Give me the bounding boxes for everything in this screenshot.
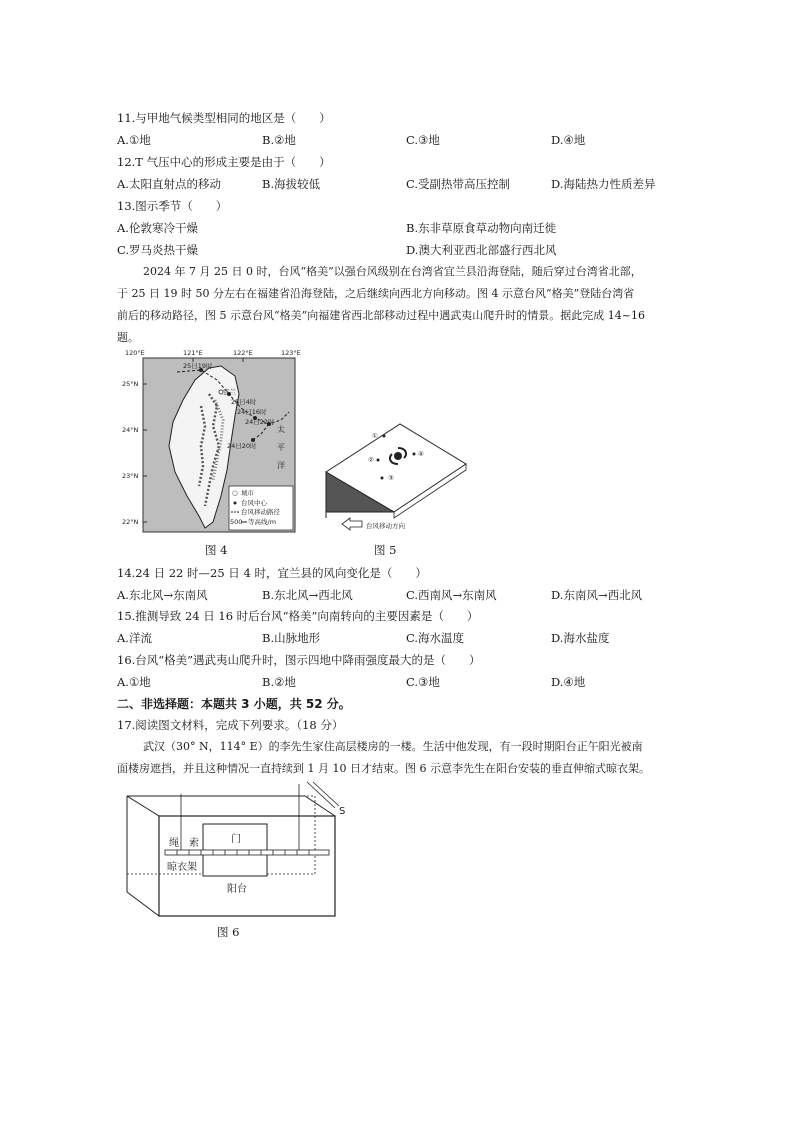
legend-contour-value: 500 [230,518,243,526]
site-label-1: ① [372,432,378,440]
door-label: 门 [231,834,241,845]
track-label-24-16: 24日16时 [237,408,267,416]
place-yilan: 宜兰 [223,388,236,396]
ocean-label-3: 洋 [277,461,285,470]
figure-4-caption: 图 4 [205,543,228,557]
q13-option-a: A.伦敦寒冷干燥 [117,221,198,235]
legend-city: 城市 [241,489,254,497]
q12-option-c: C.受副热带高压控制 [406,177,511,191]
figure-5-caption: 图 5 [374,543,397,557]
q11-option-b: B.②地 [262,133,296,147]
q13-option-c: C.罗马炎热干燥 [117,243,199,257]
material1-line-3: 前后的移动路径，图 5 示意台风“格美”向福建省西北部移动过程中遇武夷山爬升时的情景。据此完成 14~16 [117,309,645,322]
lon-label-121: 121°E [183,349,203,357]
q15-option-c: C.海水温度 [406,631,465,645]
lat-label-24: 24°N [122,426,139,434]
material1-line-2: 于 25 日 19 时 50 分左右在福建省沿海登陆，之后继续向西北方向移动。图 4 示意台风“格美”登陆台湾省 [117,287,635,300]
q16-option-d: D.④地 [551,675,586,689]
lon-label-122: 122°E [233,349,253,357]
q12-option-d: D.海陆热力性质差异 [551,177,656,191]
figure-6-caption: 图 6 [217,925,240,939]
q12-option-a: A.太阳直射点的移动 [117,177,221,191]
material2-line-2: 面楼房遮挡，并且这种情况一直持续到 1 月 10 日才结束。图 6 示意李先生在阳台安装的垂直伸缩式晾衣架。 [117,762,650,775]
site-label-2: ② [368,456,374,464]
q11-option-d: D.④地 [551,133,586,147]
q11-option-c: C.③地 [406,133,440,147]
q14-option-d: D.东南风→西北风 [551,588,643,602]
q15-option-b: B.山脉地形 [262,631,321,645]
q16-option-b: B.②地 [262,675,296,689]
q11-option-a: A.①地 [117,133,151,147]
lon-label-123: 123°E [281,349,301,357]
ocean-label-1: 太 [277,425,285,434]
figure-5-diagram [322,420,468,532]
q15-option-a: A.洋流 [117,631,152,645]
lon-label-120: 120°E [125,349,145,357]
rope-label: 绳 索 [169,838,199,849]
figure-4-map [117,346,303,536]
q12-option-b: B.海拔较低 [262,177,321,191]
q13-option-d: D.澳大利亚西北部盛行西北风 [406,243,557,257]
site-label-4: ④ [418,450,424,458]
q12-stem: 12.T 气压中心的形成主要是由于（ ） [117,155,331,169]
legend-typhoon-center: 台风中心 [241,499,267,507]
material1-line-1: 2024 年 7 月 25 日 0 时，台风“格美”以强台风级别在台湾省宜兰县沿海登陆，随后穿过台湾省北部， [143,265,642,278]
q11-stem: 11.与甲地气候类型相同的地区是（ ） [117,111,331,125]
q13-option-b: B.东非草原食草动物向南迁徙 [406,221,557,235]
lat-label-22: 22°N [122,518,139,526]
material2-line-1: 武汉（30° N，114° E）的李先生家住高层楼房的一楼。生活中他发现，有一段时期阳台正午阳光被南 [143,740,643,753]
movement-arrow-icon [342,518,362,530]
drying-rack [165,850,329,855]
arrow-label: 台风移动方向 [366,522,405,530]
track-label-25-4: 25日4时 [231,398,257,406]
q17-stem: 17.阅读图文材料，完成下列要求。（18 分） [117,718,344,732]
q15-option-d: D.海水盐度 [551,631,610,645]
south-label: S [339,806,346,817]
q14-option-c: C.西南风→东南风 [406,588,497,602]
q14-stem: 14.24 日 22 时—25 日 4 时，宜兰县的风向变化是（ ） [117,566,427,580]
lat-label-23: 23°N [122,472,139,480]
q16-stem: 16.台风“格美”遇武夷山爬升时，图示四地中降雨强度最大的是（ ） [117,653,481,667]
lat-label-25: 25°N [122,380,139,388]
q16-option-c: C.③地 [406,675,440,689]
q14-option-b: B.东北风→西北风 [262,588,353,602]
figure-6-diagram [117,780,357,920]
q14-option-a: A.东北风→东南风 [117,588,208,602]
legend-typhoon-path: 台风移动路径 [241,508,280,516]
site-label-3: ③ [388,474,394,482]
q16-option-a: A.①地 [117,675,151,689]
legend-city-marker: ○ [232,489,238,497]
track-label-24-20: 24日20时 [227,442,257,450]
ocean-label-2: 平 [277,443,285,452]
rack-label: 晾衣架 [167,862,197,873]
material1-line-4: 题。 [117,331,139,344]
q15-stem: 15.推测导致 24 日 16 时后台风“格美”向南转向的主要因素是（ ） [117,609,479,623]
legend-contour: 等高线/m [248,518,277,526]
track-label-24-22: 24日22时 [245,418,275,426]
q13-stem: 13.图示季节（ ） [117,199,228,213]
balcony-label: 阳台 [227,884,247,895]
track-label-25-19: 25日19时 [183,362,213,370]
section-2-title: 二、非选择题：本题共 3 小题，共 52 分。 [117,697,351,711]
